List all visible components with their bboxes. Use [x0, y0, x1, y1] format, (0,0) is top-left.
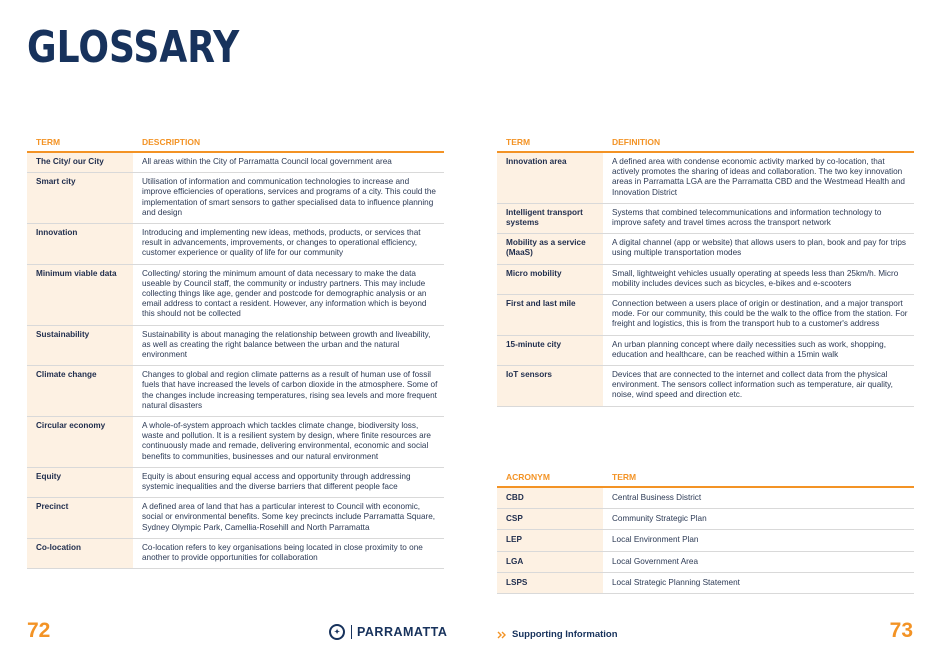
- table-row: [27, 264, 444, 325]
- definition-cell: Devices that are connected to the internet and collect data from the physical environment. The sensors collect information such as temperature, air quality, noise, wind speed and direction etc.: [603, 366, 914, 407]
- definition-cell: Utilisation of information and communication technologies to increase and improve efficiencies of operations, services and programs of a city. This could the implementation of smart sensors to gather specialised data to influence planning and design: [133, 173, 444, 224]
- term-cell: IoT sensors: [497, 366, 603, 407]
- definition-cell: Local Strategic Planning Statement: [603, 572, 914, 593]
- term-cell: 15-minute city: [497, 335, 603, 365]
- page-title: GLOSSARY: [27, 22, 240, 73]
- term-cell: Mobility as a service (MaaS): [497, 234, 603, 264]
- table-row: [27, 173, 444, 224]
- column-header-term: TERM: [497, 135, 603, 152]
- definition-cell: Sustainability is about managing the relationship between growth and liveability, as well as creating the right balance between the urban and the natural environment: [133, 325, 444, 366]
- table-row: [497, 264, 914, 294]
- table-row: [27, 224, 444, 265]
- term-cell: Equity: [27, 467, 133, 497]
- term-cell: CBD: [497, 487, 603, 509]
- glossary-table-left: [27, 135, 444, 569]
- column-header-acronym: ACRONYM: [497, 470, 603, 487]
- definition-cell: Introducing and implementing new ideas, methods, products, or services that result in advancements, improvements, or changes to operational efficiency, customer experience or quality of life for our community: [133, 224, 444, 265]
- definition-cell: Local Government Area: [603, 551, 914, 572]
- logo-text: PARRAMATTA: [357, 625, 448, 639]
- definition-cell: Equity is about ensuring equal access and opportunity through addressing systemic inequalities and the diverse barriers that different people face: [133, 467, 444, 497]
- definition-cell: Connection between a users place of origin or destination, and a major transport mode. For our community, this could be the walk to the office from the station. For freight and logistics, this is from the transport hub to a customer's address: [603, 295, 914, 336]
- table-row: [497, 203, 914, 233]
- table-row: [497, 509, 914, 530]
- definition-cell: A whole-of-system approach which tackles climate change, biodiversity loss, waste and pollution. It is a resilient system by design, where finite resources are continuously made and remade, delivering environmental, economic and social benefits to communities, businesses and our natural environment: [133, 417, 444, 468]
- double-chevron-right-icon: [497, 631, 508, 639]
- section-label: [497, 629, 618, 640]
- table-row: [497, 487, 914, 509]
- table-row: [497, 530, 914, 551]
- page-number-right: 73: [889, 619, 913, 642]
- page-number-left: 72: [27, 619, 51, 642]
- table-row: [27, 538, 444, 568]
- term-cell: Circular economy: [27, 417, 133, 468]
- table-row: [27, 325, 444, 366]
- section-label-text: Supporting Information: [512, 629, 618, 640]
- definition-cell: A defined area with condense economic activity marked by co-location, that actively promotes the sharing of ideas and collaboration. The two key innovation areas in Parramatta LGA are the Parramatta CBD and the Westmead Health and Innovation District: [603, 152, 914, 203]
- table-row: [497, 295, 914, 336]
- column-header-definition: DEFINITION: [603, 135, 914, 152]
- term-cell: LEP: [497, 530, 603, 551]
- term-cell: Climate change: [27, 366, 133, 417]
- definition-cell: Community Strategic Plan: [603, 509, 914, 530]
- definition-cell: Collecting/ storing the minimum amount of data necessary to make the data useable by Council staff, the community or industry partners. This may include collecting things like age, gender and postcode for demographic analysis or an email address to contact a resident. However, any information which is beyond this should not be collected: [133, 264, 444, 325]
- definition-cell: Local Environment Plan: [603, 530, 914, 551]
- term-cell: First and last mile: [497, 295, 603, 336]
- column-header-term: TERM: [27, 135, 133, 152]
- definition-cell: An urban planning concept where daily necessities such as work, shopping, education and healthcare, can be reached within a 15min walk: [603, 335, 914, 365]
- term-cell: Innovation: [27, 224, 133, 265]
- table-row: [497, 234, 914, 264]
- table-row: [27, 498, 444, 539]
- term-cell: Co-location: [27, 538, 133, 568]
- table-row: [497, 335, 914, 365]
- table-row: [27, 152, 444, 173]
- definition-cell: A defined area of land that has a particular interest to Council with economic, social or environmental benefits. Some key precincts include Parramatta Square, Sydney Olympic Park, Camellia-Rosehill and North Parramatta: [133, 498, 444, 539]
- term-cell: Smart city: [27, 173, 133, 224]
- term-cell: Sustainability: [27, 325, 133, 366]
- term-cell: Minimum viable data: [27, 264, 133, 325]
- term-cell: Innovation area: [497, 152, 603, 203]
- glossary-table-right: [497, 135, 914, 407]
- table-row: [27, 366, 444, 417]
- table-row: [497, 551, 914, 572]
- definition-cell: Small, lightweight vehicles usually operating at speeds less than 25km/h. Micro mobility includes devices such as bicycles, e-bikes and e-scooters: [603, 264, 914, 294]
- term-cell: The City/ our City: [27, 152, 133, 173]
- acronym-table: [497, 470, 914, 594]
- table-row: [497, 366, 914, 407]
- table-row: [27, 417, 444, 468]
- definition-cell: Co-location refers to key organisations being located in close proximity to one another to provide opportunities for collaboration: [133, 538, 444, 568]
- term-cell: Precinct: [27, 498, 133, 539]
- term-cell: Intelligent transport systems: [497, 203, 603, 233]
- table-row: [497, 152, 914, 203]
- definition-cell: A digital channel (app or website) that allows users to plan, book and pay for trips using multiple transportation modes: [603, 234, 914, 264]
- column-header-description: DESCRIPTION: [133, 135, 444, 152]
- definition-cell: Systems that combined telecommunications and information technology to improve safety and travel times across the transport network: [603, 203, 914, 233]
- definition-cell: Central Business District: [603, 487, 914, 509]
- table-row: [497, 572, 914, 593]
- definition-cell: Changes to global and region climate patterns as a result of human use of fossil fuels that have increased the levels of carbon dioxide in the atmosphere. Some of the changes include increasing temperatures, rising sea levels and more frequent natural disasters: [133, 366, 444, 417]
- term-cell: LSPS: [497, 572, 603, 593]
- column-header-term: TERM: [603, 470, 914, 487]
- table-row: [27, 467, 444, 497]
- council-seal-icon: ✦: [329, 624, 345, 640]
- term-cell: LGA: [497, 551, 603, 572]
- parramatta-logo: [329, 624, 447, 640]
- logo-divider: [351, 625, 352, 639]
- definition-cell: All areas within the City of Parramatta Council local government area: [133, 152, 444, 173]
- term-cell: Micro mobility: [497, 264, 603, 294]
- term-cell: CSP: [497, 509, 603, 530]
